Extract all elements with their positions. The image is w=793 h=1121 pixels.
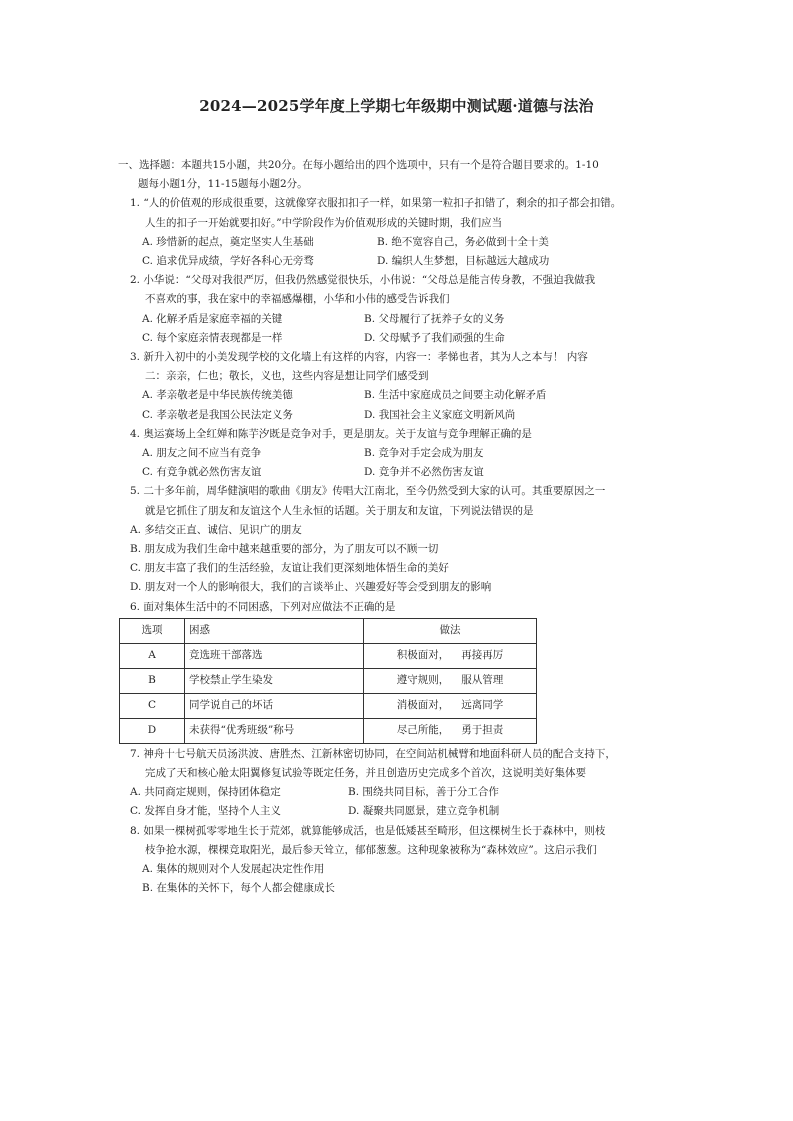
table-cell-issue: 竞选班干部落选 bbox=[185, 643, 364, 668]
q4-option-a: A. 朋友之间不应当有竞争 bbox=[142, 447, 262, 460]
q7-option-b: B. 围绕共同目标，善于分工合作 bbox=[348, 786, 499, 799]
question-4 bbox=[118, 425, 696, 483]
q3-option-d: D. 我国社会主义家庭文明新风尚 bbox=[364, 408, 516, 421]
q8-option-b: B. 在集体的关怀下，每个人都会健康成长 bbox=[142, 882, 335, 895]
section1-instructions-line2: 题每小题1分，11-15题每小题2分。 bbox=[138, 178, 308, 191]
section1-instructions-line1: 一、选择题：本题共15小题，共20分。在每小题给出的四个选项中，只有一个是符合题目要求的。1-10 bbox=[118, 159, 599, 171]
q2-option-b: B. 父母履行了抚养子女的义务 bbox=[364, 312, 505, 325]
q5-option-a: A. 多结交正直、诚信、见识广的朋友 bbox=[130, 523, 302, 536]
question-6 bbox=[118, 598, 696, 744]
q1-option-a: A. 珍惜新的起点，奠定坚实人生基础 bbox=[142, 235, 314, 248]
table-cell-option: D bbox=[120, 718, 185, 743]
question-2 bbox=[118, 271, 696, 348]
q2-options-row2 bbox=[118, 329, 696, 348]
q1-stem-line1: 1. “人的价值观的形成很重要，这就像穿衣服扣扣子一样，如果第一粒扣子扣错了，剩余的扣子都会扣错。 bbox=[130, 197, 622, 210]
method-part1: 消极面对， bbox=[396, 699, 450, 712]
exam-body bbox=[118, 156, 696, 899]
q3-option-c: C. 孝亲敬老是我国公民法定义务 bbox=[142, 408, 293, 421]
q7-stem-line2: 完成了天和核心舱太阳翼修复试验等既定任务，并且创造历史完成多个首次，这说明美好集体要 bbox=[145, 767, 586, 780]
q3-options-row2 bbox=[118, 406, 696, 425]
q7-option-c: C. 发挥自身才能，坚持个人主义 bbox=[130, 805, 281, 818]
table-cell-method bbox=[364, 693, 537, 718]
method-part2: 服从管理 bbox=[461, 674, 504, 687]
q1-options-row1 bbox=[118, 233, 696, 252]
q2-option-d: D. 父母赋予了我们顽强的生命 bbox=[364, 331, 505, 344]
q5-stem-line2: 就是它抓住了朋友和友谊这个人生永恒的话题。关于朋友和友谊，下列说法错误的是 bbox=[145, 504, 534, 517]
table-cell-method bbox=[364, 643, 537, 668]
q4-option-d: D. 竞争并不必然伤害友谊 bbox=[364, 466, 484, 479]
q5-option-d: D. 朋友对一个人的影响很大，我们的言谈举止、兴趣爱好等会受到朋友的影响 bbox=[130, 581, 492, 594]
q8-stem-line1: 8. 如果一棵树孤零零地生长于荒郊，就算能够成活，也是低矮甚至畸形，但这棵树生长于森林中，则枝 bbox=[130, 824, 606, 837]
table-row bbox=[120, 643, 537, 668]
q8-stem-line2: 枝争抢水源，棵棵竞取阳光，最后参天耸立，郁郁葱葱。这种现象被称为“森林效应”。这启示我们 bbox=[145, 843, 597, 856]
table-row bbox=[120, 718, 537, 743]
method-part1: 遵守规则， bbox=[396, 674, 450, 687]
table-row bbox=[120, 668, 537, 693]
q3-option-a: A. 孝亲敬老是中华民族传统美德 bbox=[142, 389, 293, 402]
q2-option-a: A. 化解矛盾是家庭幸福的关键 bbox=[142, 312, 283, 325]
table-header-row bbox=[120, 618, 537, 643]
q3-option-b: B. 生活中家庭成员之间要主动化解矛盾 bbox=[364, 389, 547, 402]
table-cell-option: A bbox=[120, 643, 185, 668]
method-part1: 尽己所能， bbox=[396, 724, 450, 737]
q3-stem-line1: 3. 新升入初中的小美发现学校的文化墙上有这样的内容，内容一：孝悌也者，其为人之本与！ 内容 bbox=[130, 351, 588, 364]
q1-option-d: D. 编织人生梦想，目标越远大越成功 bbox=[377, 255, 550, 268]
q6-stem-line1: 6. 面对集体生活中的不同困惑，下列对应做法不正确的是 bbox=[130, 600, 396, 613]
q4-option-c: C. 有竞争就必然伤害友谊 bbox=[142, 466, 262, 479]
q1-stem-line2: 人生的扣子一开始就要扣好。”中学阶段作为价值观形成的关键时期，我们应当 bbox=[145, 216, 503, 229]
q4-options-row1 bbox=[118, 444, 696, 463]
q5-option-c: C. 朋友丰富了我们的生活经验，友谊让我们更深刻地体悟生命的美好 bbox=[130, 562, 449, 575]
q4-options-row2 bbox=[118, 463, 696, 482]
q2-stem-line1: 2. 小华说：“父母对我很严厉，但我仍然感觉很快乐，小伟说：“父母总是能言传身教，不强迫我做我 bbox=[130, 274, 596, 287]
table-header-method: 做法 bbox=[364, 618, 537, 643]
q3-stem-line2: 二：亲亲，仁也；敬长，义也，这些内容是想让同学们感受到 bbox=[145, 370, 429, 383]
q8-option-a: A. 集体的规则对个人发展起决定性作用 bbox=[142, 863, 325, 876]
method-part2: 勇于担责 bbox=[461, 724, 504, 737]
q7-stem-line1: 7. 神舟十七号航天员汤洪波、唐胜杰、江新林密切协同，在空间站机械臂和地面科研人员的配合支持下， bbox=[130, 747, 616, 760]
question-5 bbox=[118, 482, 696, 597]
q5-option-b: B. 朋友成为我们生命中越来越重要的部分，为了朋友可以不顾一切 bbox=[130, 543, 439, 556]
q7-options-row1 bbox=[118, 783, 696, 802]
question-1 bbox=[118, 194, 696, 271]
q7-option-d: D. 凝聚共同愿景，建立竞争机制 bbox=[348, 805, 500, 818]
table-cell-method bbox=[364, 718, 537, 743]
q1-option-c: C. 追求优异成绩，学好各科心无旁骛 bbox=[142, 255, 314, 268]
table-cell-issue: 同学说自己的坏话 bbox=[185, 693, 364, 718]
page-title: 2024—2025学年度上学期七年级期中测试题·道德与法治 bbox=[199, 97, 594, 115]
table-cell-issue: 未获得“优秀班级”称号 bbox=[185, 718, 364, 743]
method-part1: 积极面对， bbox=[396, 649, 450, 662]
q4-option-b: B. 竞争对手定会成为朋友 bbox=[364, 447, 484, 460]
q3-options-row1 bbox=[118, 386, 696, 405]
q5-stem-line1: 5. 二十多年前，周华健演唱的歌曲《朋友》传唱大江南北，至今仍然受到大家的认可。其重要原因之一 bbox=[130, 485, 606, 498]
table-cell-method bbox=[364, 668, 537, 693]
question-3 bbox=[118, 348, 696, 425]
q2-option-c: C. 每个家庭亲情表现都是一样 bbox=[142, 331, 283, 344]
q7-options-row2 bbox=[118, 802, 696, 821]
q6-table bbox=[119, 618, 537, 744]
table-cell-option: B bbox=[120, 668, 185, 693]
method-part2: 再接再厉 bbox=[461, 649, 504, 662]
q1-options-row2 bbox=[118, 252, 696, 271]
table-cell-option: C bbox=[120, 693, 185, 718]
question-8 bbox=[118, 822, 696, 899]
q2-stem-line2: 不喜欢的事，我在家中的幸福感爆棚，小华和小伟的感受告诉我们 bbox=[145, 293, 450, 306]
q1-option-b: B. 绝不宽容自己，务必做到十全十美 bbox=[377, 235, 549, 248]
q2-options-row1 bbox=[118, 310, 696, 329]
question-7 bbox=[118, 745, 696, 822]
q4-stem-line1: 4. 奥运赛场上全红婵和陈芋汐既是竞争对手，更是朋友。关于友谊与竞争理解正确的是 bbox=[130, 427, 532, 440]
table-row bbox=[120, 693, 537, 718]
table-header-option: 选项 bbox=[120, 618, 185, 643]
table-header-issue: 困惑 bbox=[185, 618, 364, 643]
table-cell-issue: 学校禁止学生染发 bbox=[185, 668, 364, 693]
q7-option-a: A. 共同商定规则，保持团体稳定 bbox=[130, 786, 281, 799]
method-part2: 远离同学 bbox=[461, 699, 504, 712]
